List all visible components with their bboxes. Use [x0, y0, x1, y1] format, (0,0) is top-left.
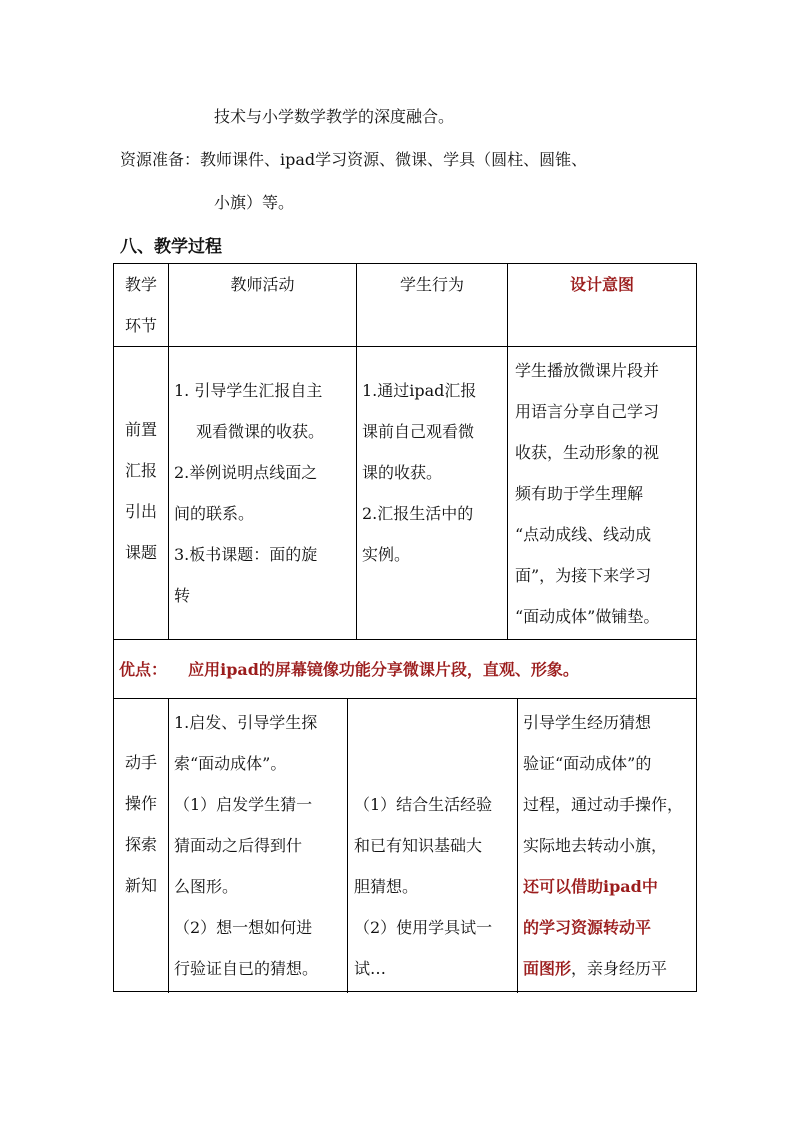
- header-student: 学生行为: [399, 275, 464, 294]
- row2-student-3: 胆猜想。: [354, 877, 419, 896]
- row2-teacher-1: 1.启发、引导学生探: [174, 713, 318, 732]
- row1-student-1: 1.通过ipad汇报: [362, 381, 477, 400]
- row2-design: [523, 702, 696, 992]
- row1-stage-3: 引出: [124, 502, 157, 521]
- row2-stage-3: 探索: [124, 835, 157, 854]
- row1-student-5: 实例。: [362, 545, 411, 564]
- row1-stage-2: 汇报: [124, 461, 157, 480]
- header-stage-line-2: 环节: [124, 316, 157, 335]
- row2-design-red-2: 的学习资源转动平: [523, 918, 652, 937]
- section-heading: 八、教学过程: [120, 237, 222, 257]
- row2-student-5: 试…: [354, 959, 387, 978]
- row2-teacher-7: 行验证自已的猜想。: [174, 959, 319, 978]
- row2-teacher-6: （2）想一想如何进: [174, 918, 313, 937]
- intro-line-1: 技术与小学数学教学的深度融合。: [214, 107, 455, 126]
- row2-teacher-2: 索“面动成体”。: [174, 754, 287, 773]
- advantage-text: 应用ipad的屏幕镜像功能分享微课片段，直观、形象。: [188, 660, 579, 679]
- header-stage: [114, 264, 168, 346]
- row2-student-1: （1）结合生活经验: [354, 795, 493, 814]
- row1-design-7: “面动成体”做铺垫。: [515, 607, 660, 626]
- row2-teacher-3: （1）启发学生猜一: [174, 795, 313, 814]
- advantage-row: [119, 649, 694, 690]
- row1-student: [362, 370, 507, 590]
- row1-design-2: 用语言分享自己学习: [515, 402, 660, 421]
- row1-stage: [114, 409, 168, 589]
- row1-stage-1: 前置: [124, 420, 157, 439]
- intro-line-3: 小旗）等。: [214, 193, 295, 212]
- row1-teacher-3: 2.举例说明点线面之: [174, 463, 318, 482]
- row1-teacher-4: 间的联系。: [174, 504, 255, 523]
- row1-student-4: 2.汇报生活中的: [362, 504, 474, 523]
- row2-stage-2: 操作: [124, 794, 157, 813]
- header-design: 设计意图: [569, 275, 634, 294]
- row1-teacher-1: 1. 引导学生汇报自主: [174, 381, 323, 400]
- row1-student-2: 课前自己观看微: [362, 422, 475, 441]
- row2-teacher: [174, 702, 346, 992]
- row2-design-red-1: 还可以借助ipad中: [523, 877, 658, 896]
- row1-design-1: 学生播放微课片段并: [515, 361, 660, 380]
- row2-teacher-5: 么图形。: [174, 877, 239, 896]
- row2-stage-4: 新知: [124, 876, 157, 895]
- header-teacher: 教师活动: [230, 275, 295, 294]
- row1-teacher: [174, 370, 354, 630]
- row2-design-1: 引导学生经历猜想: [523, 713, 652, 732]
- row2-stage-1: 动手: [124, 753, 157, 772]
- row1-design-4: 频有助于学生理解: [515, 484, 644, 503]
- row1-student-3: 课的收获。: [362, 463, 443, 482]
- row2-stage: [114, 742, 168, 922]
- advantage-label: 优点：: [119, 660, 168, 679]
- row1-stage-4: 课题: [124, 543, 157, 562]
- row1-design-5: “点动成线、线动成: [515, 525, 652, 544]
- row2-design-last-line: [523, 948, 696, 989]
- row1-teacher-5: 3.板书课题：面的旋: [174, 545, 318, 564]
- row1-design-3: 收获，生动形象的视: [515, 443, 660, 462]
- row2-design-4: 实际地去转动小旗，: [523, 836, 668, 855]
- row2-design-red-3: 面图形: [523, 959, 572, 978]
- row2-design-tail: ，亲身经历平: [571, 959, 668, 978]
- row1-design: [515, 350, 696, 638]
- row2-teacher-4: 猜面动之后得到什: [174, 836, 303, 855]
- row2-student-4: （2）使用学具试一: [354, 918, 493, 937]
- teaching-process-table: [113, 263, 697, 992]
- row2-design-2: 验证“面动成体”的: [523, 754, 652, 773]
- row1-teacher-2: 观看微课的收获。: [196, 422, 325, 441]
- intro-line-2: 资源准备：教师课件、ipad学习资源、微课、学具（圆柱、圆锥、: [120, 150, 588, 169]
- row2-student: [354, 784, 516, 994]
- row2-design-3: 过程，通过动手操作，: [523, 795, 684, 814]
- row2-student-2: 和已有知识基础大: [354, 836, 483, 855]
- header-stage-line-1: 教学: [124, 275, 157, 294]
- row1-teacher-6: 转: [174, 586, 191, 605]
- row1-design-6: 面”，为接下来学习: [515, 566, 652, 585]
